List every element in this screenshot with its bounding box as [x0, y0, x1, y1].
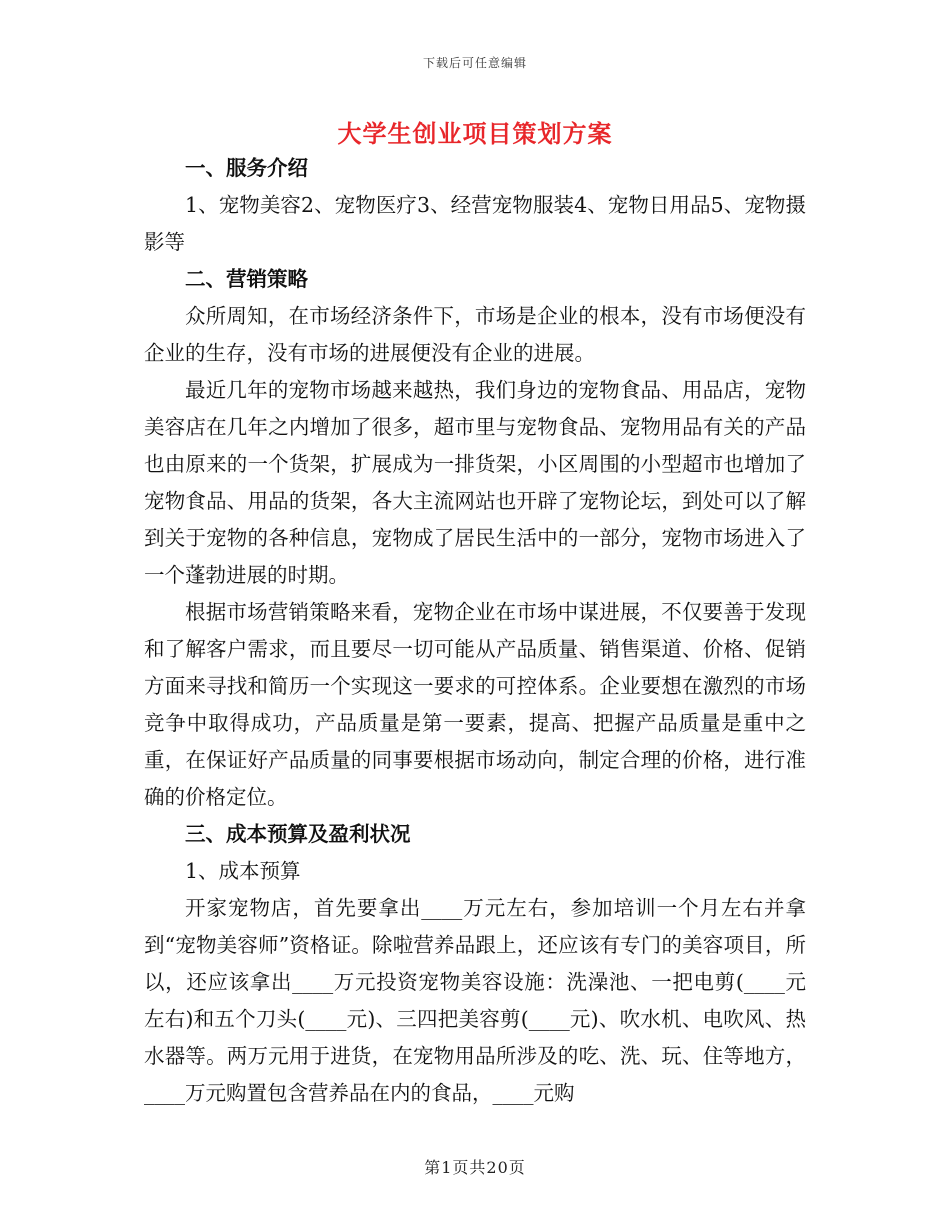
section-heading-cost: 三、成本预算及盈利状况 [185, 822, 411, 846]
document-title: 大学生创业项目策划方案 [337, 119, 613, 148]
page-footer: 第1页共20页 [424, 1158, 526, 1177]
page-header: 下载后可任意编辑 [422, 56, 527, 70]
paragraph-cost-details: 开家宠物店，首先要拿出____万元左右，参加培训一个月左右并拿到“宠物美容师”资格证。除啦营养品跟上，还应该有专门的美容项目，所以，还应该拿出____万元投资宠物美容设施：洗澡池、一把电剪(____元左右)和五个刀头(____元)、三四把美容剪(____元)、吹水机、电吹风、热水器等。两万元用于进货，在宠物用品所涉及的吃、洗、玩、住等地方，____万元购置包含营养品在内的食品，____元购 [144, 896, 806, 1105]
paragraph-services-list: 1、宠物美容2、宠物医疗3、经营宠物服装4、宠物日用品5、宠物摄影等 [144, 193, 806, 254]
subheading-cost-budget: 1、成本预算 [185, 859, 301, 883]
section-heading-services: 一、服务介绍 [185, 156, 308, 180]
section-heading-marketing: 二、营销策略 [185, 267, 308, 291]
paragraph-marketing-strategy: 根据市场营销策略来看，宠物企业在市场中谋进展，不仅要善于发现和了解客户需求，而且要尽一切可能从产品质量、销售渠道、价格、促销方面来寻找和简历一个实现这一要求的可控体系。企业要想在激烈的市场竞争中取得成功，产品质量是第一要素，提高、把握产品质量是重中之重，在保证好产品质量的同事要根据市场动向，制定合理的价格，进行准确的价格定位。 [144, 600, 806, 809]
paragraph-market-intro: 众所周知，在市场经济条件下，市场是企业的根本，没有市场便没有企业的生存，没有市场的进展便没有企业的进展。 [144, 304, 806, 365]
document-body [144, 150, 806, 1112]
paragraph-pet-market: 最近几年的宠物市场越来越热，我们身边的宠物食品、用品店，宠物美容店在几年之内增加了很多，超市里与宠物食品、宠物用品有关的产品也由原来的一个货架，扩展成为一排货架，小区周围的小型超市也增加了宠物食品、用品的货架，各大主流网站也开辟了宠物论坛，到处可以了解到关于宠物的各种信息，宠物成了居民生活中的一部分，宠物市场进入了一个蓬勃进展的时期。 [144, 378, 806, 587]
